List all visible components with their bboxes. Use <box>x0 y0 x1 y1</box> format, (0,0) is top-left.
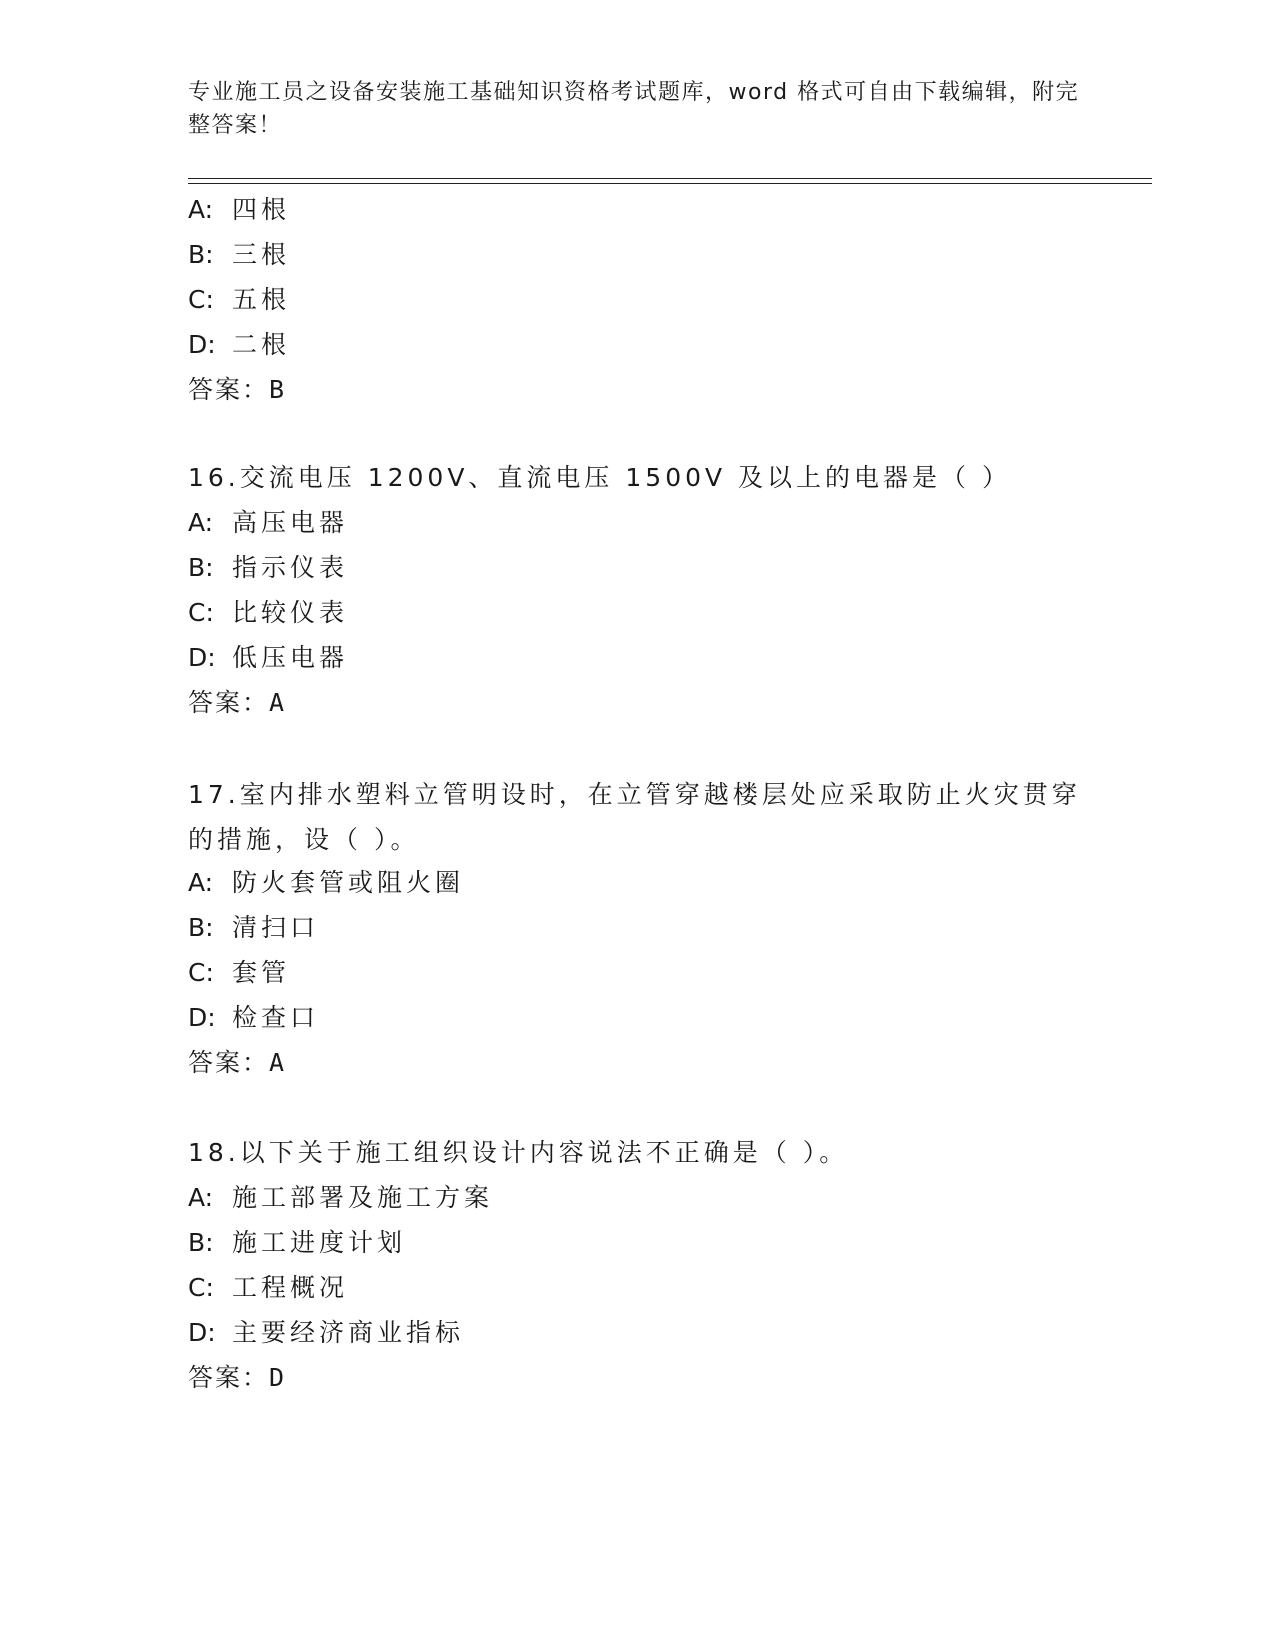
option-letter: C: <box>188 958 214 987</box>
option-letter: A: <box>188 195 214 224</box>
option-letter: C: <box>188 598 214 627</box>
answer-value: A <box>269 688 285 717</box>
option-text: 检查口 <box>232 1003 320 1032</box>
option-text: 指示仪表 <box>232 553 349 582</box>
option-text: 清扫口 <box>232 913 320 942</box>
answer-value: D <box>269 1363 285 1392</box>
answer-label: 答案： <box>188 688 270 717</box>
q15-option-d <box>188 330 290 360</box>
option-letter: A: <box>188 508 214 537</box>
option-text: 主要经济商业指标 <box>232 1318 465 1347</box>
option-text: 二根 <box>232 330 291 359</box>
option-text: 五根 <box>232 285 291 314</box>
q16-option-b <box>188 553 348 583</box>
option-text: 三根 <box>232 240 291 269</box>
option-text: 防火套管或阻火圈 <box>232 868 465 897</box>
q18-answer <box>188 1363 284 1393</box>
option-text: 施工部署及施工方案 <box>232 1183 494 1212</box>
q18-option-a <box>188 1183 493 1213</box>
header-divider-top <box>188 178 1152 179</box>
option-letter: B: <box>188 1228 214 1257</box>
answer-label: 答案： <box>188 1048 270 1077</box>
option-letter: D: <box>188 330 216 359</box>
option-letter: B: <box>188 913 214 942</box>
q18-question: 18.以下关于施工组织设计内容说法不正确是（ ）。 <box>188 1138 849 1167</box>
option-letter: D: <box>188 1318 216 1347</box>
q15-option-b <box>188 240 290 270</box>
option-letter: B: <box>188 553 214 582</box>
header-divider-bottom <box>188 183 1152 184</box>
option-text: 比较仪表 <box>232 598 349 627</box>
q16-question: 16.交流电压 1200V、直流电压 1500V 及以上的电器是（ ） <box>188 463 1011 492</box>
answer-value: B <box>269 375 285 404</box>
answer-label: 答案： <box>188 1363 270 1392</box>
q15-answer <box>188 375 284 405</box>
option-text: 低压电器 <box>232 643 349 672</box>
q17-question: 17.室内排水塑料立管明设时，在立管穿越楼层处应采取防止火灾贯穿的措施，设（ ）。 <box>188 780 1081 854</box>
option-letter: C: <box>188 1273 214 1302</box>
option-text: 高压电器 <box>232 508 349 537</box>
q18-option-b <box>188 1228 406 1258</box>
q17-option-b <box>188 913 319 943</box>
q16-option-a <box>188 508 348 538</box>
option-text: 施工进度计划 <box>232 1228 407 1257</box>
q15-option-c <box>188 285 290 315</box>
q17-answer <box>188 1048 284 1078</box>
option-text: 四根 <box>232 195 291 224</box>
q16-answer <box>188 688 284 718</box>
q17-option-c <box>188 958 290 988</box>
document-header: 专业施工员之设备安装施工基础知识资格考试题库，word 格式可自由下载编辑，附完整答案！ <box>188 80 1080 138</box>
option-letter: A: <box>188 868 214 897</box>
q18-option-c <box>188 1273 348 1303</box>
answer-value: A <box>269 1048 285 1077</box>
answer-label: 答案： <box>188 375 270 404</box>
option-text: 套管 <box>232 958 291 987</box>
option-text: 工程概况 <box>232 1273 349 1302</box>
option-letter: C: <box>188 285 214 314</box>
option-letter: D: <box>188 643 216 672</box>
q17-option-d <box>188 1003 319 1033</box>
option-letter: B: <box>188 240 214 269</box>
option-letter: A: <box>188 1183 214 1212</box>
q17-option-a <box>188 868 464 898</box>
option-letter: D: <box>188 1003 216 1032</box>
q16-option-c <box>188 598 348 628</box>
q15-option-a <box>188 195 290 225</box>
q18-option-d <box>188 1318 464 1348</box>
q16-option-d <box>188 643 348 673</box>
